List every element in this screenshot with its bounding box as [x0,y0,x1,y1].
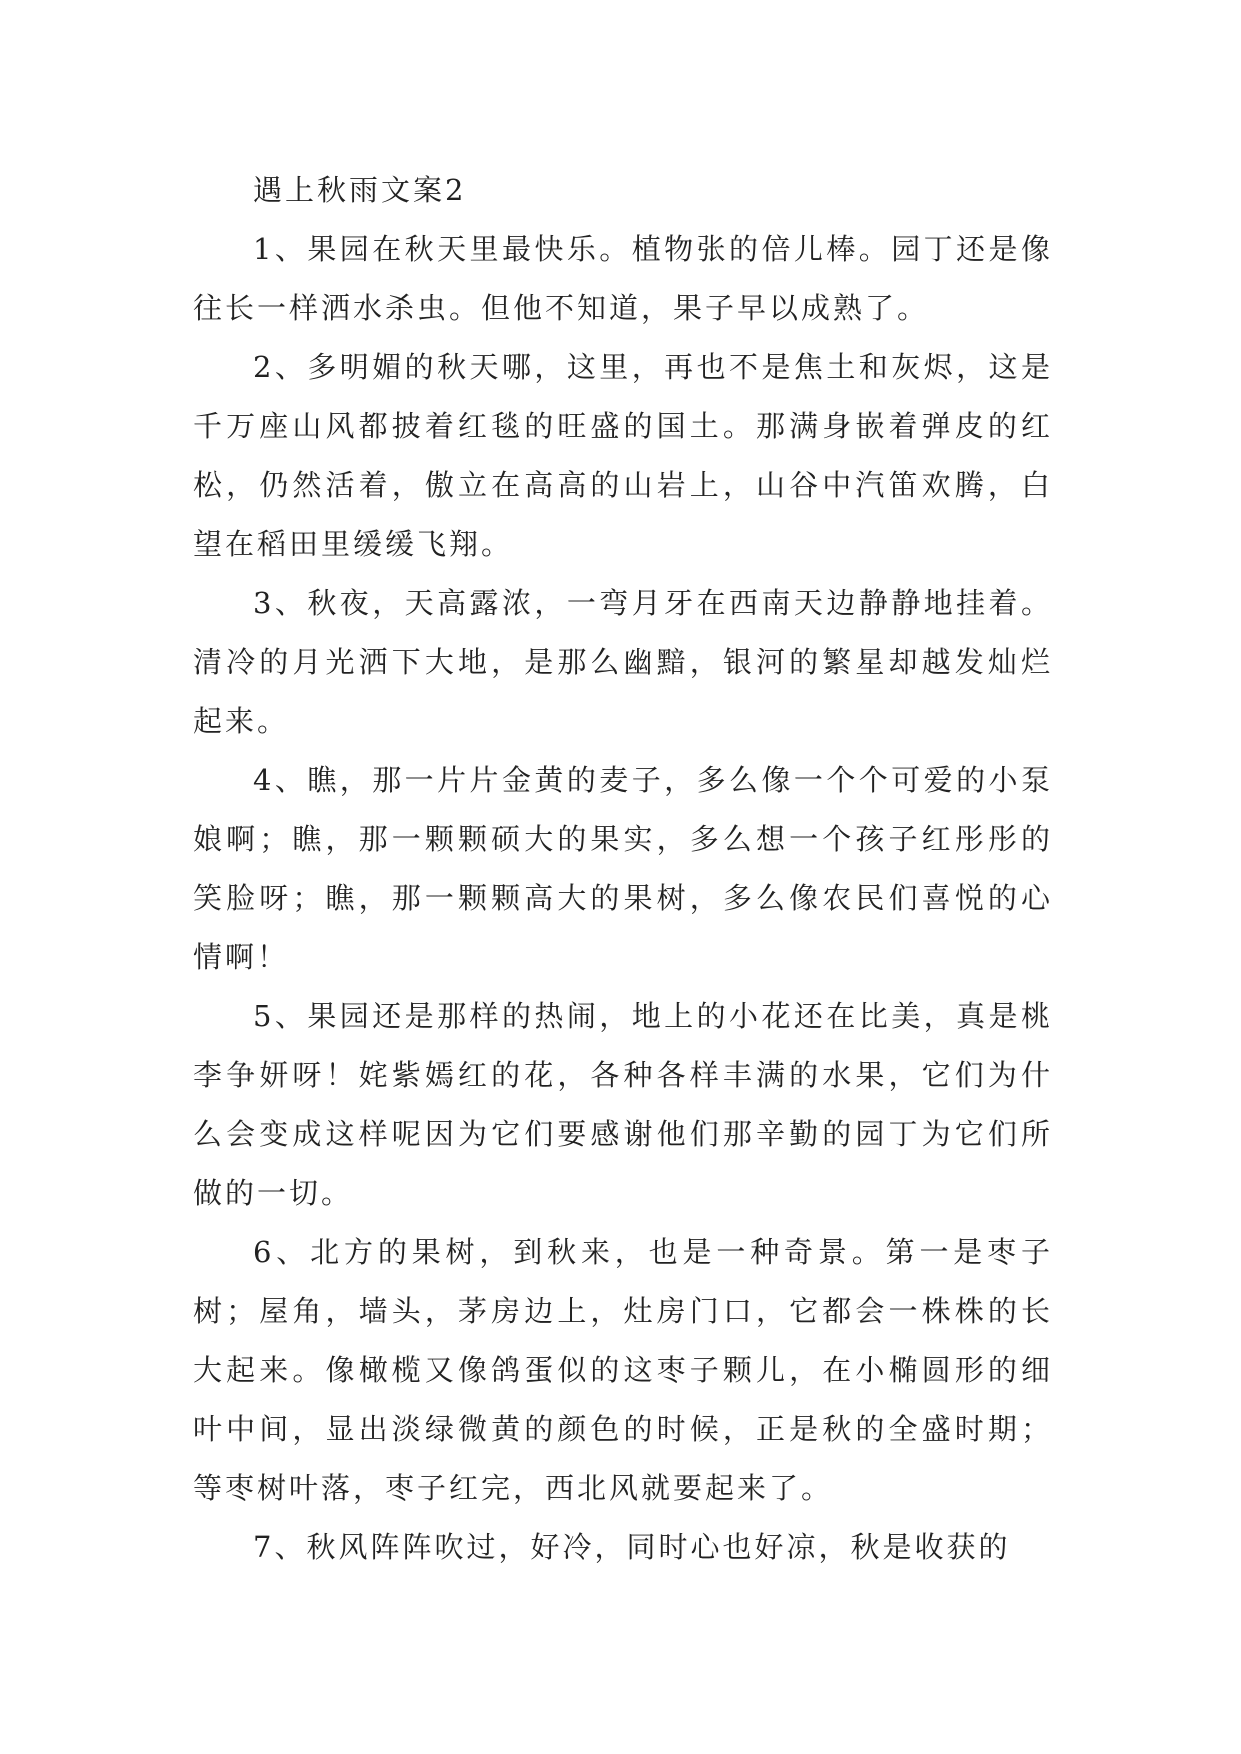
paragraph-4: 4、瞧，那一片片金黄的麦子，多么像一个个可爱的小泵娘啊；瞧，那一颗颗硕大的果实，多么想一个孩子红彤彤的笑脸呀；瞧，那一颗颗高大的果树，多么像农民们喜悦的心情啊！ [193,763,1053,974]
paragraph-7: 7、秋风阵阵吹过，好冷，同时心也好凉，秋是收获的 [253,1530,1011,1564]
document-title: 遇上秋雨文案2 [253,173,467,207]
paragraph-3: 3、秋夜，天高露浓，一弯月牙在西南天边静静地挂着。清冷的月光洒下大地，是那么幽黯，银河的繁星却越发灿烂起来。 [193,586,1053,738]
paragraph-5: 5、果园还是那样的热闹，地上的小花还在比美，真是桃李争妍呀！姹紫嫣红的花，各种各样丰满的水果，它们为什么会变成这样呢因为它们要感谢他们那辛勤的园丁为它们所做的一切。 [193,999,1053,1210]
paragraph-2: 2、多明媚的秋天哪，这里，再也不是焦土和灰烬，这是千万座山风都披着红毯的旺盛的国土。那满身嵌着弹皮的红松，仍然活着，傲立在高高的山岩上，山谷中汽笛欢腾，白望在稻田里缓缓飞翔。 [193,350,1053,561]
paragraph-1: 1、果园在秋天里最快乐。植物张的倍儿棒。园丁还是像往长一样洒水杀虫。但他不知道，果子早以成熟了。 [193,232,1053,325]
paragraph-6: 6、北方的果树，到秋来，也是一种奇景。第一是枣子树；屋角，墙头，茅房边上，灶房门口，它都会一株株的长大起来。像橄榄又像鸽蛋似的这枣子颗儿，在小椭圆形的细叶中间，显出淡绿微黄的颜色的时候，正是秋的全盛时期；等枣树叶落，枣子红完，西北风就要起来了。 [193,1235,1053,1505]
document-body [193,161,1053,1577]
